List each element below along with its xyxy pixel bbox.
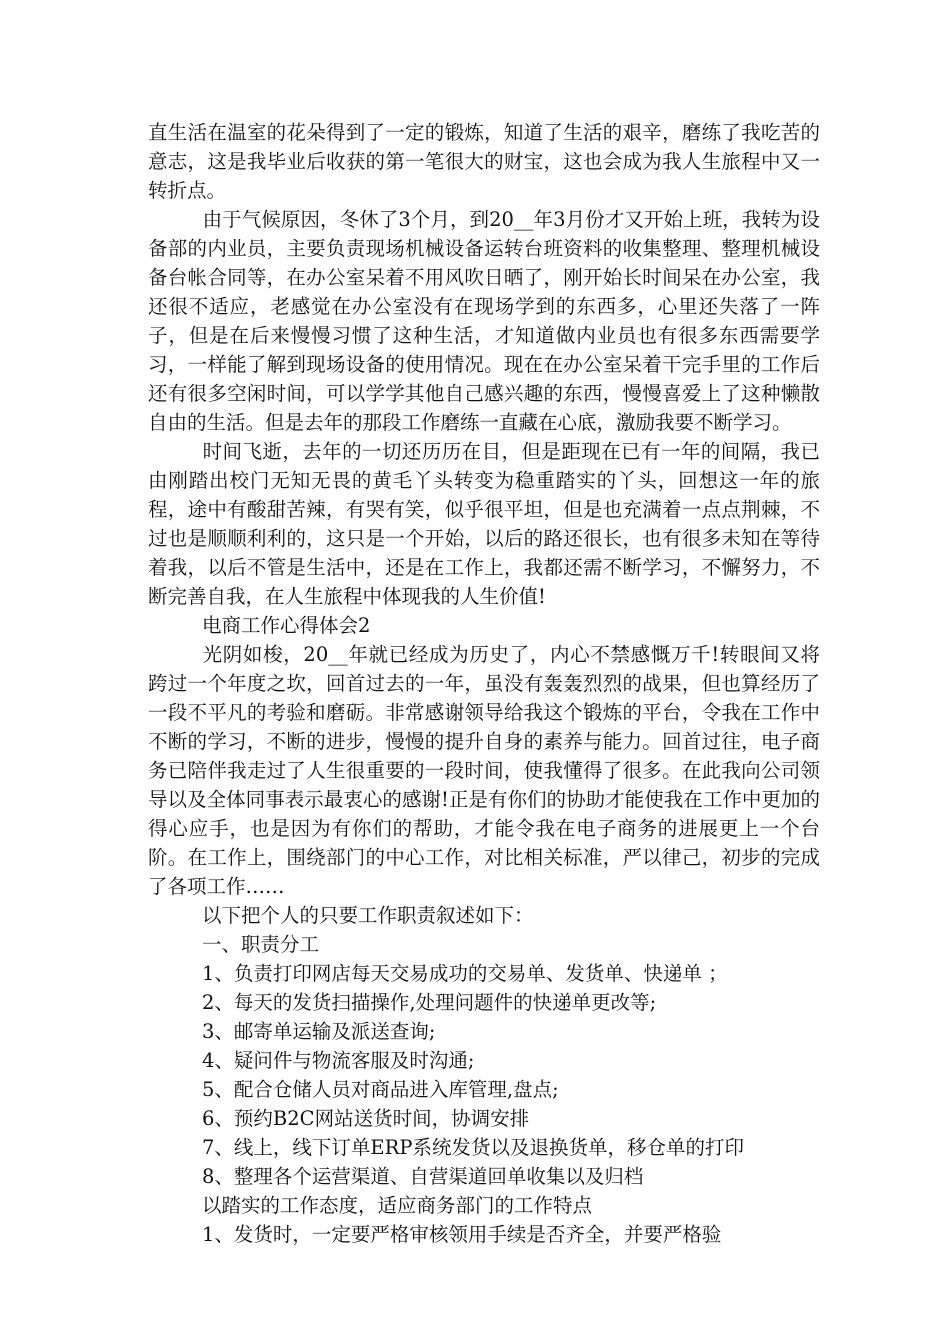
duties-heading: 一、职责分工 (202, 933, 320, 956)
attitude-heading: 以踏实的工作态度，适应商务部门的工作特点 (202, 1194, 593, 1217)
list-item: 2、每天的发货扫描操作,处理问题件的快递单更改等; (202, 991, 657, 1014)
list-item: 1、发货时，一定要严格审核领用手续是否齐全，并要严格验 (202, 1223, 722, 1246)
paragraph-1: 直生活在温室的花朵得到了一定的锻炼，知道了生活的艰辛，磨练了我吃苦的意志，这是我毕业后收获的第一笔很大的财宝，这也会成为我人生旅程中又一转折点。 (148, 121, 820, 202)
list-item: 8、整理各个运营渠道、自营渠道回单收集以及归档 (202, 1165, 644, 1188)
list-item: 5、配合仓储人员对商品进入库管理,盘点; (202, 1078, 559, 1101)
list-item: 6、预约B2C网站送货时间，协调安排 (202, 1107, 530, 1130)
paragraph-2: 由于气候原因，冬休了3个月，到20__年3月份才又开始上班，我转为设备部的内业员，主要负责现场机械设备运转台班资料的收集整理、整理机械设备台帐合同等，在办公室呆着不用风吹日晒了，刚开始长时间呆在办公室，我还很不适应，老感觉在办公室没有在现场学到的东西多，心里还失落了一阵子，但是在后来慢慢习惯了这种生活，才知道做内业员也有很多东西需要学习，一样能了解到现场设备的使用情况。现在在办公室呆着干完手里的工作后还有很多空闲时间，可以学学其他自己感兴趣的东西，慢慢喜爱上了这种懒散自由的生活。但是去年的那段工作磨练一直藏在心底，激励我要不断学习。 (148, 208, 820, 434)
list-item: 4、疑问件与物流客服及时沟通; (202, 1049, 475, 1072)
list-item: 7、线上，线下订单ERP系统发货以及退换货单，移仓单的打印 (202, 1136, 744, 1159)
duties-intro: 以下把个人的只要工作职责叙述如下： (202, 904, 534, 927)
list-item: 1、负责打印网店每天交易成功的交易单、发货单、快递单 ； (202, 962, 728, 985)
paragraph-4: 光阴如梭，20__年就已经成为历史了，内心不禁感慨万千!转眼间又将跨过一个年度之坎，回首过去的一年，虽没有轰轰烈烈的战果，但也算经历了一段不平凡的考验和磨砺。非常感谢领导给我这个锻炼的平台，令我在工作中不断的学习，不断的进步，慢慢的提升自身的素养与能力。回首过往，电子商务已陪伴我走过了人生很重要的一段时间，使我懂得了很多。在此我向公司领导以及全体同事表示最衷心的感谢!正是有你们的协助才能使我在工作中更加的得心应手，也是因为有你们的帮助，才能令我在电子商务的进展更上一个台阶。在工作上，围绕部门的中心工作，对比相关标准，严以律己，初步的完成了各项工作…… (148, 643, 820, 898)
paragraph-3: 时间飞逝，去年的一切还历历在目，但是距现在已有一年的间隔，我已由刚踏出校门无知无畏的黄毛丫头转变为稳重踏实的丫头，回想这一年的旅程，途中有酸甜苦辣，有哭有笑，似乎很平坦，但是也充满着一点点荆棘，不过也是顺顺利利的，这只是一个开始，以后的路还很长，也有很多未知在等待着我，以后不管是生活中，还是在工作上，我都还需不断学习，不懈努力，不断完善自我，在人生旅程中体现我的人生价值! (148, 440, 820, 608)
section-heading: 电商工作心得体会2 (202, 614, 371, 637)
document-body (148, 118, 820, 1249)
list-item: 3、邮寄单运输及派送查询; (202, 1020, 436, 1043)
